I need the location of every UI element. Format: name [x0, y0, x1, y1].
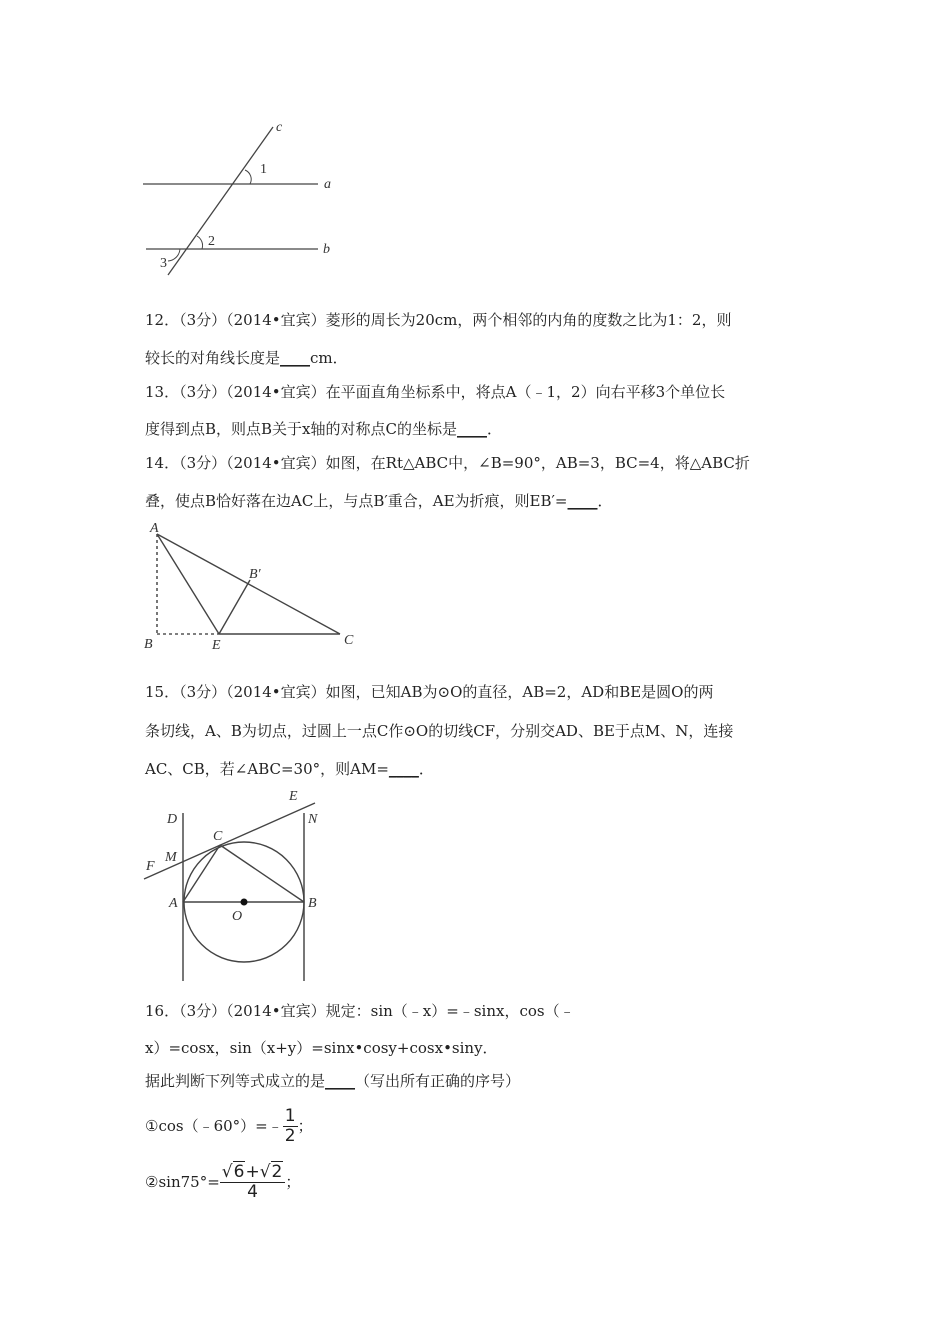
- label-c: C: [213, 829, 223, 844]
- q16-answer-blank: ____: [325, 1072, 356, 1090]
- label-a: A: [150, 521, 159, 536]
- q12-line-2: [145, 348, 348, 368]
- center-point: [241, 899, 248, 906]
- label-e: E: [212, 638, 221, 653]
- q15-line-2: 条切线，A、B为切点，过圆上一点C作⊙O的切线CF，分别交AD、BE于点M、N，连接: [145, 722, 734, 740]
- folded-triangle-figure: [140, 518, 365, 658]
- option-1-suffix: ；: [297, 1117, 313, 1135]
- q14-line-1: 14．（3分）（2014•宜宾）如图，在Rt△ABC中，∠B=90°，AB=3，BC=4，将△ABC折: [145, 454, 750, 472]
- label-angle-1: 1: [260, 162, 267, 177]
- fraction-denominator: 2: [284, 1125, 296, 1146]
- fraction-numerator: √6+√2: [220, 1163, 286, 1183]
- option-2-suffix: ；: [285, 1173, 301, 1191]
- q15-line-3: [145, 759, 434, 779]
- fraction-numerator: 1: [284, 1105, 296, 1126]
- label-n: N: [308, 812, 318, 827]
- label-b: B: [144, 637, 153, 652]
- parallel-lines-figure: [138, 115, 348, 280]
- angle-3-arc: [168, 249, 180, 261]
- q16-option-1: [145, 1105, 313, 1146]
- q12-suffix: cm．: [310, 349, 348, 367]
- q16-option-2: [145, 1161, 300, 1202]
- q14-answer-blank: ____: [567, 492, 598, 510]
- label-c: C: [344, 633, 354, 648]
- q16-text: 据此判断下列等式成立的是: [145, 1072, 326, 1090]
- q14-line-2: [145, 491, 613, 511]
- label-b-prime: B′: [249, 567, 261, 582]
- q16-line-3: [145, 1071, 520, 1091]
- label-e: E: [289, 789, 298, 804]
- option-2-text: ②sin75°=: [145, 1173, 220, 1191]
- label-m: M: [165, 850, 177, 865]
- label-b: B: [308, 896, 317, 911]
- label-angle-3: 3: [160, 256, 167, 271]
- radicand-2: 2: [271, 1161, 283, 1182]
- label-o: O: [232, 909, 243, 924]
- label-a: A: [169, 896, 178, 911]
- q15-text: AC、CB，若∠ABC=30°，则AM=: [145, 760, 389, 778]
- label-b: b: [323, 242, 330, 257]
- segment-eb-prime: [219, 580, 250, 634]
- fraction-one-half: [283, 1107, 298, 1146]
- q13-suffix: ．: [486, 420, 502, 438]
- angle-2-arc: [197, 236, 203, 249]
- label-angle-2: 2: [208, 234, 215, 249]
- radicand-6: 6: [233, 1161, 245, 1182]
- q15-suffix: ．: [418, 760, 434, 778]
- chord-cb: [220, 845, 304, 902]
- q12-line-1: 12．（3分）（2014•宜宾）菱形的周长为20cm，两个相邻的内角的度数之比为1：2，则: [145, 311, 732, 329]
- q15-answer-blank: ____: [388, 760, 419, 778]
- option-1-text: ①cos（﹣60°）=﹣: [145, 1117, 283, 1135]
- q16-line-1: 16．（3分）（2014•宜宾）规定：sin（﹣x）=﹣sinx，cos（﹣: [145, 1002, 575, 1020]
- q16-hint: （写出所有正确的序号）: [355, 1072, 521, 1090]
- segment-ae: [157, 534, 219, 634]
- q14-text: 叠，使点B恰好落在边AC上，与点B′重合，AE为折痕，则EB′=: [145, 492, 568, 510]
- q16-line-2: x）=cosx，sin（x+y）=sinx•cosy+cosx•siny．: [145, 1039, 498, 1057]
- line-c: [168, 127, 273, 275]
- label-f: F: [146, 859, 155, 874]
- fraction-sqrt6-plus-sqrt2-over-4: [220, 1163, 286, 1202]
- label-d: D: [167, 812, 178, 827]
- fraction-denominator: 4: [247, 1181, 258, 1202]
- q13-answer-blank: ____: [456, 420, 487, 438]
- q13-line-1: 13．（3分）（2014•宜宾）在平面直角坐标系中，将点A（﹣1，2）向右平移3个单位长: [145, 383, 726, 401]
- q13-text: 度得到点B，则点B关于x轴的对称点C的坐标是: [145, 420, 457, 438]
- q12-answer-blank: ____: [280, 349, 311, 367]
- q12-text: 较长的对角线长度是: [145, 349, 281, 367]
- angle-1-arc: [245, 170, 251, 184]
- q15-line-1: 15．（3分）（2014•宜宾）如图，已知AB为⊙O的直径，AB=2，AD和BE是圆O的两: [145, 683, 714, 701]
- q14-suffix: ．: [597, 492, 613, 510]
- label-c: c: [276, 120, 283, 135]
- circle-tangent-figure: [140, 785, 330, 985]
- label-a: a: [324, 177, 331, 192]
- plus-sign: +: [245, 1161, 260, 1182]
- q13-line-2: [145, 419, 502, 439]
